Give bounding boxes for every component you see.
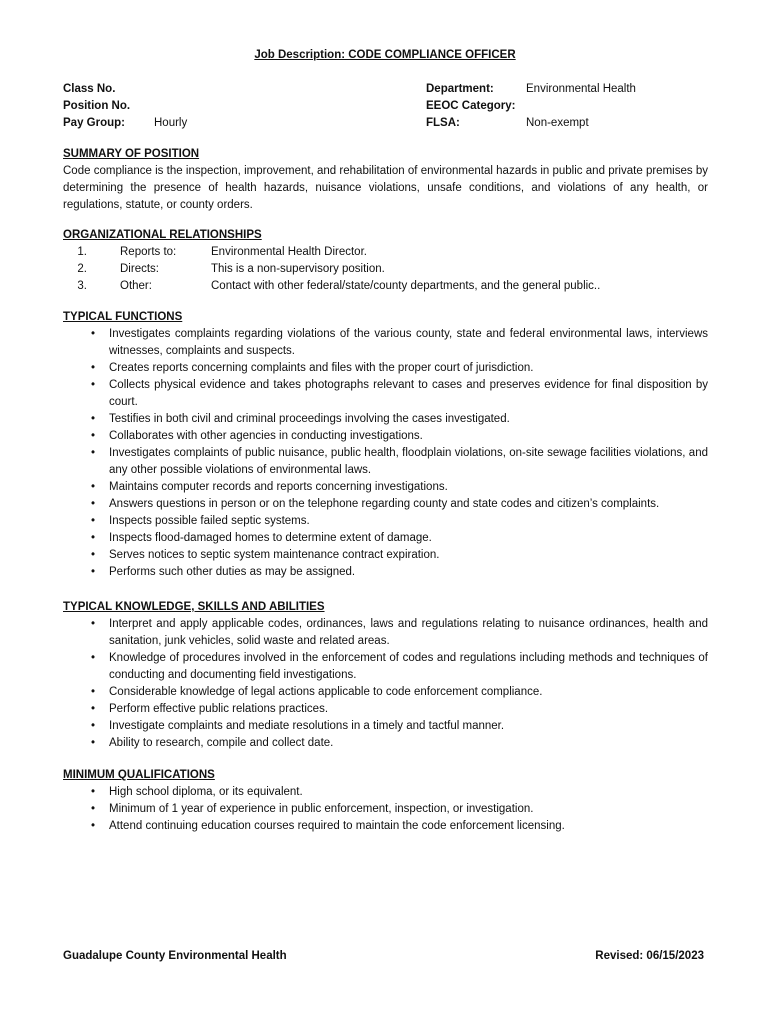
list-item-text: Inspects possible failed septic systems. xyxy=(109,515,310,527)
list-item xyxy=(63,701,708,718)
list-item xyxy=(63,377,708,411)
bullet-icon: • xyxy=(90,720,96,732)
list-item xyxy=(63,564,708,581)
section-heading: TYPICAL FUNCTIONS xyxy=(63,311,183,323)
list-item-text: Minimum of 1 year of experience in public enforcement, inspection, or investigation. xyxy=(109,803,534,815)
list-item-text: Knowledge of procedures involved in the enforcement of codes and regulations including methods and techniques of conducting and documenting field investigations. xyxy=(109,652,708,681)
list-item-text: Attend continuing education courses required to maintain the code enforcement licensing. xyxy=(109,820,565,832)
list-item-text: High school diploma, or its equivalent. xyxy=(109,786,303,798)
list-item xyxy=(63,547,708,564)
relationship-label: Other: xyxy=(120,280,152,292)
list-item xyxy=(63,530,708,547)
bullet-icon: • xyxy=(90,703,96,715)
qualifications-list xyxy=(63,784,708,835)
list-item-text: Collects physical evidence and takes photographs relevant to cases and preserves evidence for final disposition by court. xyxy=(109,379,708,408)
relationship-row xyxy=(63,278,708,295)
list-item xyxy=(63,428,708,445)
bullet-icon: • xyxy=(90,515,96,527)
bullet-icon: • xyxy=(90,430,96,442)
footer-organization: Guadalupe County Environmental Health xyxy=(63,950,287,962)
ksa-section xyxy=(63,599,708,752)
list-item-text: Performs such other duties as may be assigned. xyxy=(109,566,356,578)
list-item-text: Maintains computer records and reports concerning investigations. xyxy=(109,481,448,493)
list-item xyxy=(63,718,708,735)
relationship-number: 2. xyxy=(77,263,87,275)
list-item xyxy=(63,496,708,513)
relationship-value: This is a non-supervisory position. xyxy=(211,263,385,275)
list-item-text: Considerable knowledge of legal actions applicable to code enforcement compliance. xyxy=(109,686,543,698)
meta-label: Class No. xyxy=(63,83,116,95)
document-title: Job Description: CODE COMPLIANCE OFFICER xyxy=(254,49,516,61)
meta-department xyxy=(426,81,636,98)
relationship-label: Directs: xyxy=(120,263,159,275)
section-heading: MINIMUM QUALIFICATIONS xyxy=(63,769,215,781)
bullet-icon: • xyxy=(90,618,96,630)
list-item xyxy=(63,445,708,479)
functions-section xyxy=(63,309,708,581)
list-item xyxy=(63,684,708,701)
list-item-text: Interpret and apply applicable codes, ordinances, laws and regulations relating to nuisance ordinances, health and sanitation, junk vehicles, solid waste and related areas. xyxy=(109,618,708,647)
bullet-icon: • xyxy=(90,447,96,459)
list-item xyxy=(63,735,708,752)
bullet-icon: • xyxy=(90,820,96,832)
meta-label: Position No. xyxy=(63,100,131,112)
meta-position-no xyxy=(63,98,187,115)
list-item xyxy=(63,784,708,801)
bullet-icon: • xyxy=(90,498,96,510)
relationship-value: Contact with other federal/state/county departments, and the general public.. xyxy=(211,280,601,292)
section-heading: SUMMARY OF POSITION xyxy=(63,148,200,160)
list-item-text: Collaborates with other agencies in conducting investigations. xyxy=(109,430,423,442)
section-heading: ORGANIZATIONAL RELATIONSHIPS xyxy=(63,229,262,241)
bullet-icon: • xyxy=(90,362,96,374)
bullet-icon: • xyxy=(90,532,96,544)
list-item-text: Perform effective public relations practices. xyxy=(109,703,329,715)
relationship-number: 1. xyxy=(77,246,87,258)
list-item-text: Serves notices to septic system maintenance contract expiration. xyxy=(109,549,440,561)
relationship-number: 3. xyxy=(77,280,87,292)
relationship-label: Reports to: xyxy=(120,246,177,258)
summary-section xyxy=(63,146,708,214)
meta-label: Department: xyxy=(426,83,494,95)
bullet-icon: • xyxy=(90,686,96,698)
list-item xyxy=(63,616,708,650)
list-item-text: Investigate complaints and mediate resolutions in a timely and tactful manner. xyxy=(109,720,505,732)
list-item xyxy=(63,360,708,377)
list-item xyxy=(63,650,708,684)
meta-eeoc-category xyxy=(426,98,636,115)
meta-right-block xyxy=(426,81,636,132)
relationship-row xyxy=(63,244,708,261)
list-item-text: Creates reports concerning complaints and files with the proper court of jurisdiction. xyxy=(109,362,534,374)
bullet-icon: • xyxy=(90,737,96,749)
meta-label: EEOC Category: xyxy=(426,100,516,112)
list-item xyxy=(63,411,708,428)
list-item-text: Investigates complaints of public nuisance, public health, floodplain violations, on-site sewage facilities violations, and any other possible violations of environmental laws. xyxy=(109,447,708,476)
meta-flsa xyxy=(426,115,636,132)
list-item-text: Inspects flood-damaged homes to determine extent of damage. xyxy=(109,532,432,544)
relationship-row xyxy=(63,261,708,278)
meta-value: Environmental Health xyxy=(526,83,636,95)
list-item xyxy=(63,818,708,835)
meta-left-block xyxy=(63,81,187,132)
meta-label: FLSA: xyxy=(426,117,460,129)
meta-label: Pay Group: xyxy=(63,117,125,129)
list-item xyxy=(63,513,708,530)
list-item-text: Answers questions in person or on the telephone regarding county and state codes and citizen’s complaints. xyxy=(109,498,660,510)
meta-pay-group xyxy=(63,115,187,132)
bullet-icon: • xyxy=(90,566,96,578)
bullet-icon: • xyxy=(90,549,96,561)
ksa-list xyxy=(63,616,708,752)
list-item-text: Investigates complaints regarding violations of the various county, state and federal environmental laws, interviews witnesses, complaints and suspects. xyxy=(109,328,708,357)
qualifications-section xyxy=(63,767,708,835)
meta-value: Non-exempt xyxy=(526,117,589,129)
functions-list xyxy=(63,326,708,581)
list-item-text: Ability to research, compile and collect date. xyxy=(109,737,334,749)
list-item-text: Testifies in both civil and criminal proceedings involving the cases investigated. xyxy=(109,413,510,425)
bullet-icon: • xyxy=(90,413,96,425)
footer-revised-date: Revised: 06/15/2023 xyxy=(595,950,704,962)
section-heading: TYPICAL KNOWLEDGE, SKILLS AND ABILITIES xyxy=(63,601,325,613)
bullet-icon: • xyxy=(90,481,96,493)
bullet-icon: • xyxy=(90,786,96,798)
bullet-icon: • xyxy=(90,328,96,340)
meta-value: Hourly xyxy=(154,117,188,129)
list-item xyxy=(63,801,708,818)
bullet-icon: • xyxy=(90,652,96,664)
relationships-section xyxy=(63,227,708,295)
bullet-icon: • xyxy=(90,379,96,391)
summary-text: Code compliance is the inspection, improvement, and rehabilitation of environmental hazards in public and private premises by determining the presence of health hazards, nuisance violations, unsafe conditions, and violations of any health, or regulations, statute, or county orders. xyxy=(63,165,708,211)
list-item xyxy=(63,326,708,360)
bullet-icon: • xyxy=(90,803,96,815)
meta-class-no xyxy=(63,81,187,98)
list-item xyxy=(63,479,708,496)
relationship-value: Environmental Health Director. xyxy=(211,246,367,258)
